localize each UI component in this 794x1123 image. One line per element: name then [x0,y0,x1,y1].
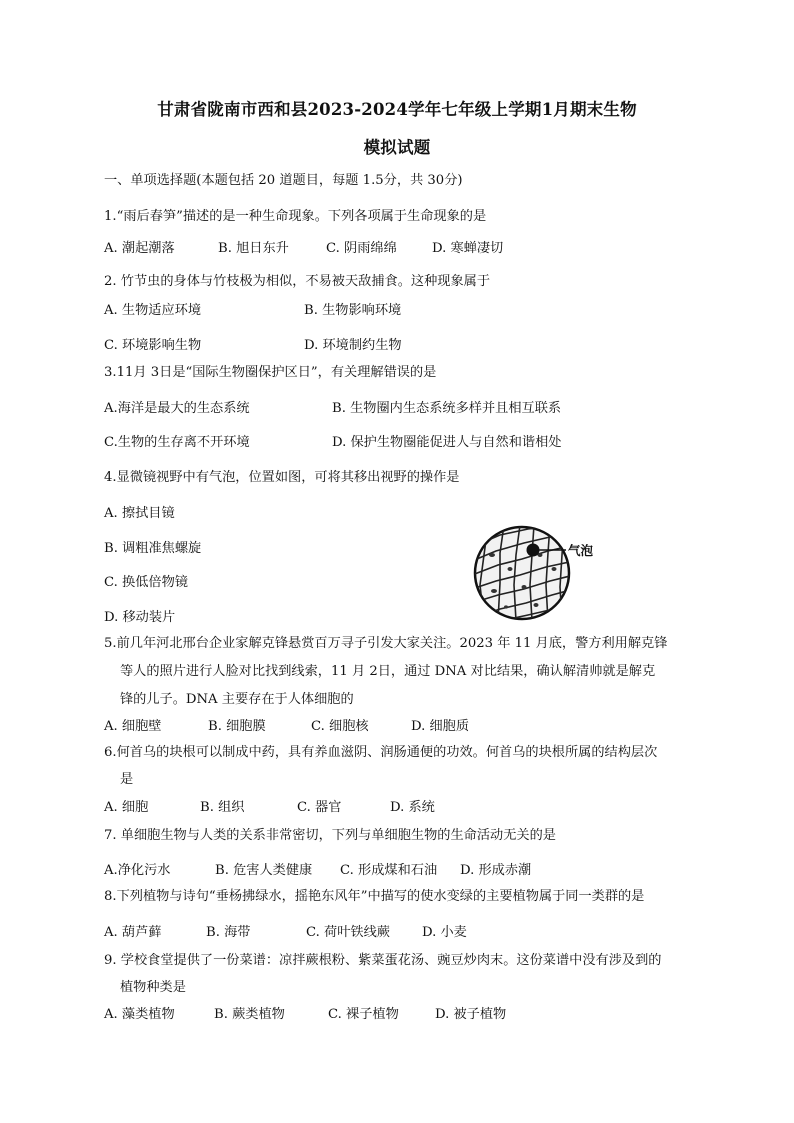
question-8-stem: 8.下列植物与诗句“垂杨拂绿水，摇艳东风年”中描写的使水变绿的主要植物属于同一类群的是 [104,889,645,904]
q3-option-b: B. 生物圈内生态系统多样并且相互联系 [332,401,562,416]
bubble-label: 气泡 [568,543,594,558]
q5-option-d: D. 细胞质 [411,719,470,734]
question-2-stem: 2. 竹节虫的身体与竹枝极为相似，不易被天敌捕食。这种现象属于 [104,274,491,289]
question-1-stem: 1.“雨后春笋”描述的是一种生命现象。下列各项属于生命现象的是 [104,209,487,224]
q8-option-d: D. 小麦 [422,925,467,940]
q3-option-d: D. 保护生物圈能促进人与自然和谐相处 [332,435,562,450]
q6-option-c: C. 器官 [297,800,342,815]
air-bubble [527,544,540,557]
q1-option-a: A. 潮起潮落 [104,241,175,256]
q9-option-c: C. 裸子植物 [328,1007,399,1022]
section-header: 一、单项选择题(本题包括 20 道题目，每题 1.5分，共 30分) [104,173,463,188]
q2-option-b: B. 生物影响环境 [304,303,402,318]
question-5-stem-line-2: 等人的照片进行人脸对比找到线索，11 月 2日，通过 DNA 对比结果，确认解清帅就是解克 [120,664,656,679]
q7-option-c: C. 形成煤和石油 [340,863,438,878]
q6-option-b: B. 组织 [200,800,245,815]
microscope-field-svg [470,525,620,621]
q6-option-d: D. 系统 [390,800,435,815]
question-6-stem-line-2: 是 [120,772,134,787]
q2-option-a: A. 生物适应环境 [104,303,202,318]
q9-option-a: A. 藻类植物 [104,1007,175,1022]
q5-option-c: C. 细胞核 [311,719,369,734]
q8-option-a: A. 葫芦藓 [104,925,162,940]
q4-option-d: D. 移动装片 [104,610,176,625]
question-6-stem-line-1: 6.何首乌的块根可以制成中药，具有养血滋阴、润肠通便的功效。何首乌的块根所属的结构层次 [104,745,658,760]
exam-title: 甘肃省陇南市西和县2023-2024学年七年级上学期1月期末生物 [157,100,637,119]
q1-option-c: C. 阴雨绵绵 [326,241,397,256]
q4-option-a: A. 擦拭目镜 [104,506,175,521]
q2-option-c: C. 环境影响生物 [104,338,202,353]
q1-option-b: B. 旭日东升 [218,241,289,256]
q7-option-b: B. 危害人类健康 [215,863,313,878]
q1-option-d: D. 寒蝉凄切 [432,241,504,256]
q4-option-c: C. 换低倍物镜 [104,575,188,590]
question-7-stem: 7. 单细胞生物与人类的关系非常密切，下列与单细胞生物的生命活动无关的是 [104,828,556,843]
q8-option-c: C. 荷叶铁线蕨 [306,925,390,940]
q5-option-a: A. 细胞壁 [104,719,162,734]
q9-option-b: B. 蕨类植物 [214,1007,285,1022]
q8-option-b: B. 海带 [206,925,251,940]
q7-option-d: D. 形成赤潮 [460,863,532,878]
q7-option-a: A.净化污水 [104,863,171,878]
q2-option-d: D. 环境制约生物 [304,338,402,353]
q6-option-a: A. 细胞 [104,800,149,815]
question-5-stem-line-1: 5.前几年河北邢台企业家解克锋悬赏百万寻子引发大家关注。2023 年 11 月底，警方利用解克锋 [104,636,668,651]
question-9-stem-line-1: 9. 学校食堂提供了一份菜谱：凉拌蕨根粉、紫菜蛋花汤、豌豆炒肉末。这份菜谱中没有涉及到的 [104,953,662,968]
exam-subtitle: 模拟试题 [363,138,431,157]
q3-option-a: A.海洋是最大的生态系统 [104,401,250,416]
q5-option-b: B. 细胞膜 [208,719,266,734]
q4-option-b: B. 调粗准焦螺旋 [104,541,202,556]
q3-option-c: C.生物的生存离不开环境 [104,435,250,450]
question-3-stem: 3.11月 3日是“国际生物圈保护区日”，有关理解错误的是 [104,365,437,380]
q9-option-d: D. 被子植物 [435,1007,507,1022]
question-9-stem-line-2: 植物种类是 [120,980,186,995]
question-5-stem-line-3: 锋的儿子。DNA 主要存在于人体细胞的 [120,692,354,707]
question-4-stem: 4.显微镜视野中有气泡，位置如图，可将其移出视野的操作是 [104,470,460,485]
microscope-field-figure [470,525,620,621]
